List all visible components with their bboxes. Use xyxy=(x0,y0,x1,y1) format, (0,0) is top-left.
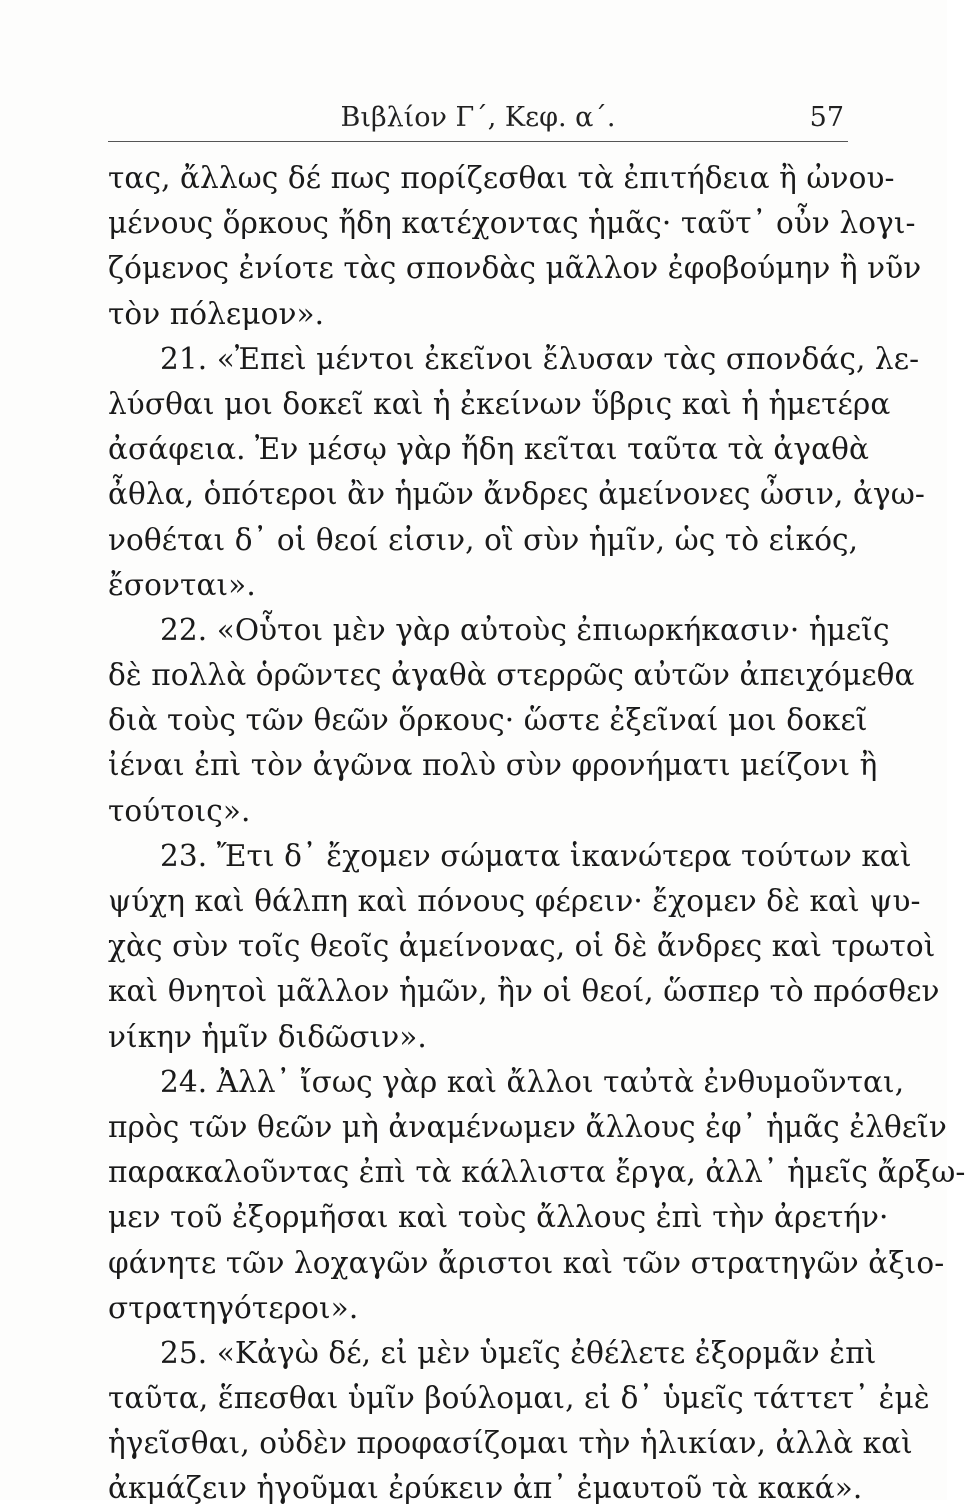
page-number: 57 xyxy=(809,102,844,133)
section-25-start: 25. «Κἀγὼ δέ, εἰ μὲν ὑμεῖς ἐθέλετε ἐξορμᾶν ἐπὶ xyxy=(160,1335,877,1370)
chapter-heading: Βιβλίον Γ΄, Κεφ. α΄. xyxy=(340,102,616,133)
text-line: χὰς σὺν τοῖς θεοῖς ἀμείνονας, οἱ δὲ ἄνδρες καὶ τρωτοὶ xyxy=(108,929,936,964)
text-line: ἆθλα, ὁπότεροι ἂν ἡμῶν ἄνδρες ἀμείνονες ὦσιν, ἀγω- xyxy=(108,477,925,512)
running-head xyxy=(108,100,848,136)
section-23-start: 23. Ἔτι δ᾽ ἔχομεν σώματα ἱκανώτερα τούτων καὶ xyxy=(160,838,912,873)
text-line: φάνητε τῶν λοχαγῶν ἄριστοι καὶ τῶν στρατηγῶν ἀξιο- xyxy=(108,1245,945,1280)
text-line: νοθέται δ᾽ οἱ θεοί εἰσιν, οἳ σὺν ἡμῖν, ὡς τὸ εἰκός, xyxy=(108,522,859,557)
body-text xyxy=(108,156,966,1506)
text-line: παρακαλοῦντας ἐπὶ τὰ κάλλιστα ἔργα, ἀλλ᾽ ἡμεῖς ἄρξω- xyxy=(108,1155,966,1190)
section-21-start: 21. «Ἐπεὶ μέντοι ἐκεῖνοι ἔλυσαν τὰς σπονδάς, λε- xyxy=(160,341,920,376)
text-line: στρατηγότεροι». xyxy=(108,1290,359,1325)
text-line: λύσθαι μοι δοκεῖ καὶ ἡ ἐκείνων ὕβρις καὶ ἡ ἡμετέρα xyxy=(108,386,891,421)
section-24-start: 24. Ἀλλ᾽ ἴσως γὰρ καὶ ἄλλοι ταὐτὰ ἐνθυμοῦνται, xyxy=(160,1064,905,1099)
text-line: ψύχη καὶ θάλπη καὶ πόνους φέρειν· ἔχομεν δὲ καὶ ψυ- xyxy=(108,884,921,918)
text-line: μεν τοῦ ἐξορμῆσαι καὶ τοὺς ἄλλους ἐπὶ τὴν ἀρετήν· xyxy=(108,1200,889,1235)
text-line: διὰ τοὺς τῶν θεῶν ὅρκους· ὥστε ἐξεῖναί μοι δοκεῖ xyxy=(108,703,868,738)
section-22-start: 22. «Οὗτοι μὲν γὰρ αὐτοὺς ἐπιωρκήκασιν· ἡμεῖς xyxy=(160,612,890,647)
text-line: πρὸς τῶν θεῶν μὴ ἀναμένωμεν ἄλλους ἐφ᾽ ἡμᾶς ἐλθεῖν xyxy=(108,1109,947,1144)
text-line: τας, ἄλλως δέ πως πορίζεσθαι τὰ ἐπιτήδεια ἢ ὠνου- xyxy=(108,161,895,195)
text-line: δὲ πολλὰ ὁρῶντες ἀγαθὰ στερρῶς αὐτῶν ἀπειχόμεθα xyxy=(108,658,915,693)
header-rule xyxy=(108,141,848,142)
text-line: ταῦτα, ἕπεσθαι ὑμῖν βούλομαι, εἰ δ᾽ ὑμεῖς τάττετ᾽ ἐμὲ xyxy=(108,1381,930,1416)
text-line: νίκην ἡμῖν διδῶσιν». xyxy=(108,1019,427,1054)
text-line: καὶ θνητοὶ μᾶλλον ἡμῶν, ἢν οἱ θεοί, ὥσπερ τὸ πρόσθεν xyxy=(108,974,940,1009)
text-line: ζόμενος ἐνίοτε τὰς σπονδὰς μᾶλλον ἐφοβούμην ἢ νῦν xyxy=(108,251,922,286)
text-line: ἀκμάζειν ἡγοῦμαι ἐρύκειν ἀπ᾽ ἐμαυτοῦ τὰ κακά». xyxy=(108,1471,863,1506)
text-line: τὸν πόλεμον». xyxy=(108,296,325,331)
text-line: τούτοις». xyxy=(108,793,251,828)
text-line: ἰέναι ἐπὶ τὸν ἀγῶνα πολὺ σὺν φρονήματι μείζονι ἢ xyxy=(108,748,878,783)
text-line: ἔσονται». xyxy=(108,567,256,602)
text-line: ἡγεῖσθαι, οὐδὲν προφασίζομαι τὴν ἡλικίαν, ἀλλὰ καὶ xyxy=(108,1426,913,1461)
text-line: μένους ὅρκους ἤδη κατέχοντας ἡμᾶς· ταῦτ᾽ οὖν λογι- xyxy=(108,206,916,241)
text-line: ἀσάφεια. Ἐν μέσῳ γὰρ ἤδη κεῖται ταῦτα τὰ ἀγαθὰ xyxy=(108,432,870,467)
